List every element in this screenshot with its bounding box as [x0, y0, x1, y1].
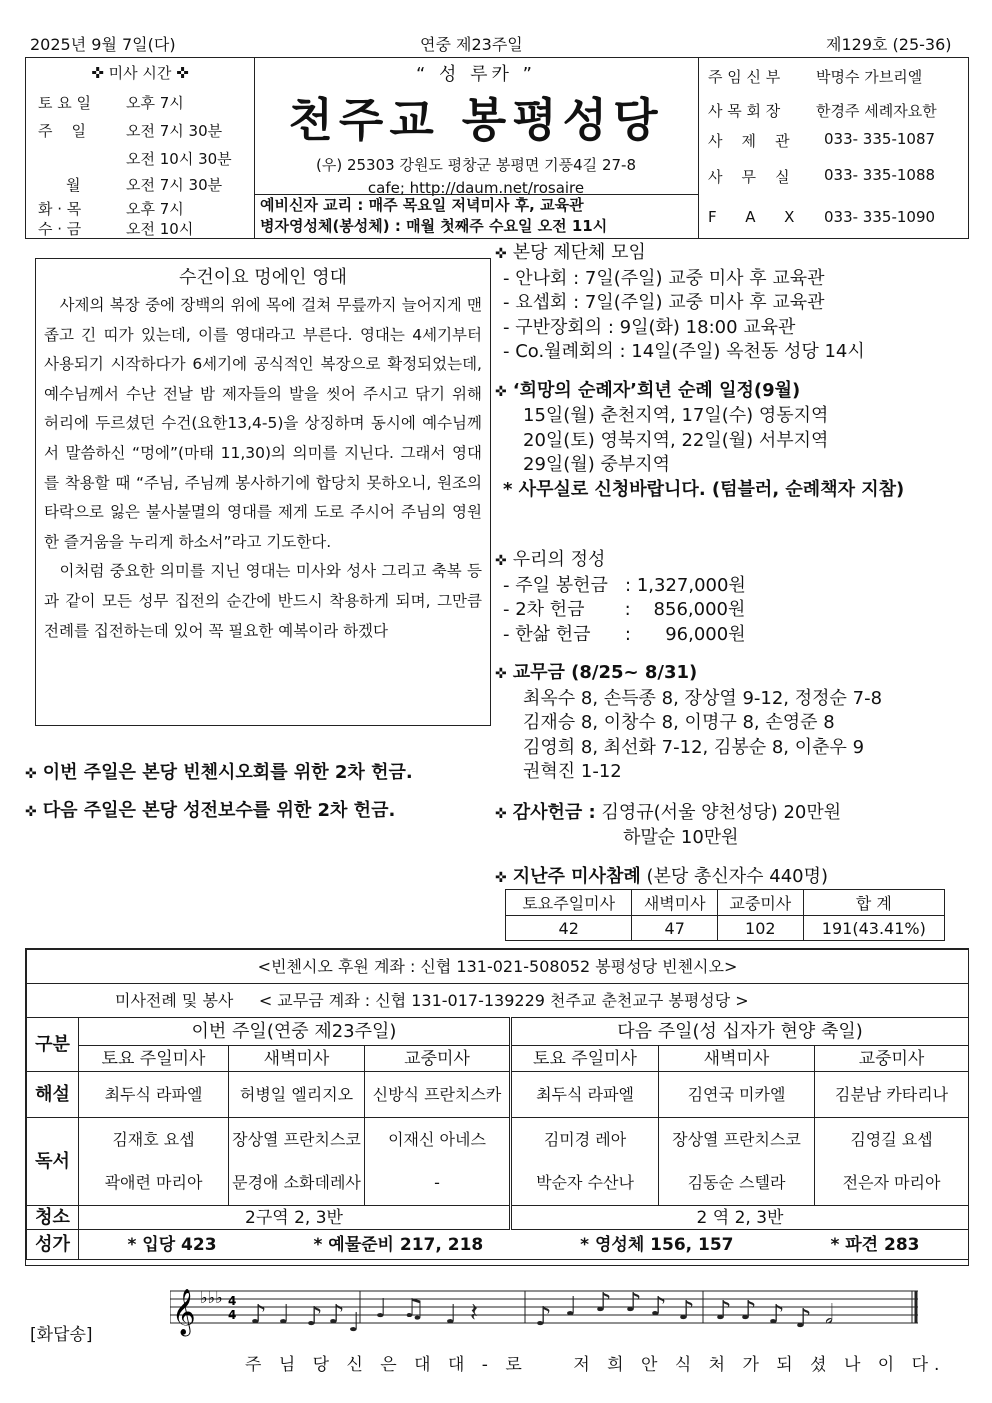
commentator: 김연국 미카엘 — [659, 1072, 815, 1118]
article-paragraph: 사제의 복장 중에 장백의 위에 목에 걸쳐 무릎까지 늘어지게 맨 좁고 긴 띠가 있는데, 이를 영대라고 부른다. 영대는 4세기부터 사용되기 시작하다가 6세기에 공식적인 복장으로 확정되었는데, 예수님께서 수난 전날 밤 제자들의 발을 씻어 주시고 닦기 위해 허리에 두르셨던 수건(요한13,4-5)을 상징하며 동시에 예수님께서 말씀하신 “멍에”(마태 11,30)의 의미를 지닌다. 그래서 영대를 착용할 때 “주님, 주님께 봉사하기에 합당치 못하오니, 원조의 타락으로 잃은 불사불멸의 영대를 제게 도로 주시어 주님의 영원한 즐거움을 누리게 하소서”라고 기도한다. — [44, 296, 482, 551]
mass-header: 새벽미사 — [659, 1046, 815, 1072]
article-paragraph: 이처럼 중요한 의미를 지닌 영대는 미사와 성사 그리고 축복 등과 같이 모든 성무 집전의 순간에 반드시 착용하게 되며, 그만큼 전례를 집전하는데 있어 꼭 필요한 예복이라 하겠다 — [44, 562, 482, 640]
reader: 김재호 요셉 — [79, 1118, 229, 1162]
contact-value: 033- 335-1087 — [824, 130, 936, 148]
svg-text:♪: ♪ — [328, 1300, 345, 1330]
masthead-notices — [254, 194, 698, 240]
parish-name: 천주교 봉평성당 — [288, 93, 664, 147]
svg-text:♪: ♪ — [250, 1300, 267, 1330]
pilgrimage-note: * 사무실로 신청바랍니다. (텀블러, 순례책자 지참) — [503, 478, 905, 500]
attendance-value: 47 — [632, 916, 718, 941]
mass-day: 월 — [66, 176, 81, 194]
meeting-item: - 구반장회의 : 9일(화) 18:00 교육관 — [503, 316, 796, 338]
commentator: 허병일 엘리지오 — [229, 1072, 365, 1118]
svg-text:♪: ♪ — [535, 1302, 552, 1332]
offering-item: - 주일 봉헌금 : 1,327,000원 — [503, 574, 746, 596]
reader: 김미경 레아 — [511, 1118, 659, 1162]
mass-time: 오후 7시 — [126, 200, 184, 218]
bullet-icon: ✜ — [495, 246, 507, 262]
psalm-music-staff — [170, 1277, 920, 1347]
article-body — [44, 291, 482, 646]
mass-day: 토 요 일 — [38, 94, 92, 112]
treble-clef-icon: 𝄞 — [172, 1289, 196, 1335]
svg-text:4: 4 — [228, 1308, 237, 1322]
hymn-offertory: * 예물준비 217, 218 — [313, 1234, 484, 1255]
mass-time: 오전 10시 — [126, 220, 194, 238]
bullet-icon: ✜ — [495, 805, 507, 822]
mass-time: 오후 7시 — [126, 94, 184, 112]
masthead-box — [25, 57, 969, 239]
flat-signs-icon: ♭♭♭ — [200, 1288, 223, 1307]
catechumen-notice: 예비신자 교리 : 매주 목요일 저녁미사 후, 교육관 — [260, 196, 584, 214]
attendance-header: 교중미사 — [718, 890, 804, 916]
cleaning-this-week: 2구역 2, 3반 — [79, 1206, 511, 1230]
mass-day: 수 · 금 — [38, 220, 82, 238]
mass-header: 교중미사 — [365, 1046, 511, 1072]
reader: 이재신 아네스 — [365, 1118, 511, 1162]
diocese-fund-line: 김영희 8, 최선화 7-12, 김봉순 8, 이춘우 9 — [523, 736, 865, 758]
article-box — [35, 258, 491, 726]
pilgrimage-item: 20일(토) 영북지역, 22일(월) 서부지역 — [523, 429, 829, 451]
contact-label: 사 제 관 — [708, 132, 790, 150]
mass-header: 토요 주일미사 — [79, 1046, 229, 1072]
thanks-offering: ✜ 감사헌금 : 김영규(서울 양천성당) 20만원 — [495, 801, 842, 823]
attendance-header: 합 계 — [803, 890, 944, 916]
commentary-label: 해설 — [27, 1072, 79, 1118]
meeting-item: - Co.월례회의 : 14일(주일) 옥천동 성당 14시 — [503, 341, 865, 362]
attendance-title: ✜ 지난주 미사참례 (본당 총신자수 440명) — [495, 865, 829, 887]
hymn-entrance: * 입당 423 — [127, 1234, 217, 1255]
reader: 장상열 프란치스코 — [229, 1118, 365, 1162]
svg-text:♩: ♩ — [278, 1300, 291, 1330]
svg-text:♫: ♫ — [402, 1294, 426, 1324]
attendance-header: 토요주일미사 — [506, 890, 632, 916]
mass-time: 오전 7시 30분 — [126, 122, 223, 140]
reader: - — [365, 1162, 511, 1206]
reader: 김영길 요셉 — [815, 1118, 969, 1162]
bullet-icon: ✜ — [495, 666, 507, 682]
reader: 장상열 프란치스코 — [659, 1118, 815, 1162]
diocese-fund-title: ✜ 교무금 (8/25~ 8/31) — [495, 662, 698, 683]
next-week-header: 다음 주일(성 십자가 현양 축일) — [511, 1018, 969, 1046]
attendance-header: 새벽미사 — [632, 890, 718, 916]
diocese-fund-line: 김재승 8, 이창수 8, 이명구 8, 손영준 8 — [523, 712, 835, 733]
svg-text:♪: ♪ — [740, 1296, 757, 1326]
meeting-item: - 요셉회 : 7일(주일) 교중 미사 후 교육관 — [503, 292, 825, 313]
service-schedule-table — [26, 949, 969, 1260]
bullet-icon: ✜ — [495, 869, 507, 886]
patron-saint: “ 성 루카 ” — [416, 64, 536, 85]
hymn-label: 성가 — [27, 1230, 79, 1260]
offering-item: - 한삶 헌금 : 96,000원 — [503, 623, 746, 645]
svg-text:♪: ♪ — [625, 1288, 642, 1318]
reader: 박순자 수산나 — [511, 1162, 659, 1206]
liturgical-week: 연중 제23주일 — [420, 35, 523, 54]
mass-day: 화 · 목 — [38, 200, 82, 218]
hymn-communion: * 영성체 156, 157 — [580, 1234, 734, 1255]
thanks-line: 하말순 10만원 — [623, 827, 739, 848]
attendance-value: 102 — [718, 916, 804, 941]
commentator: 최두식 라파엘 — [79, 1072, 229, 1118]
commentator: 신방식 프란치스카 — [365, 1072, 511, 1118]
svg-text:♪: ♪ — [595, 1288, 612, 1318]
cleaning-label: 청소 — [27, 1206, 79, 1230]
bulletin-date: 2025년 9월 7일(다) — [30, 35, 176, 54]
parish-cafe-url: cafe; http://daum.net/rosaire — [367, 179, 585, 197]
pilgrimage-item: 29일(월) 중부지역 — [523, 454, 670, 475]
notice-second-collection-2: ✜ 다음 주일은 본당 성전보수를 위한 2차 헌금. — [25, 800, 396, 821]
liturgy-label: 미사전례 및 봉사 — [115, 990, 234, 1010]
vincent-account: <빈첸시오 후원 계좌 : 신협 131-021-508052 봉평성당 빈첸시오> — [27, 950, 969, 984]
meeting-item: - 안나회 : 7일(주일) 교중 미사 후 교육관 — [503, 267, 825, 289]
issue-number: 제129호 (25-36) — [826, 35, 952, 54]
reader: 문경애 소화데레사 — [229, 1162, 365, 1206]
attendance-value: 191(43.41%) — [803, 916, 944, 941]
svg-text:𝄽: 𝄽 — [470, 1298, 478, 1328]
masthead-center — [254, 60, 698, 197]
category-header: 구분 — [27, 1018, 79, 1072]
diocese-fund-line: 권혁진 1-12 — [523, 761, 622, 782]
offering-item: - 2차 헌금 : 856,000원 — [503, 599, 746, 620]
fund-account: < 교무금 계좌 : 신협 131-017-139229 천주교 춘천교구 봉평성당 > — [258, 990, 749, 1010]
reader: 곽애련 마리아 — [79, 1162, 229, 1206]
right-column — [495, 241, 965, 890]
svg-text:♩: ♩ — [375, 1294, 388, 1324]
contact-label: 사 목 회 장 — [708, 102, 781, 120]
contact-label: 사 무 실 — [708, 168, 790, 186]
offerings-title: ✜ 우리의 정성 — [495, 549, 606, 570]
cleaning-next-week: 2 역 2, 3반 — [511, 1206, 969, 1230]
svg-text:♩: ♩ — [445, 1300, 458, 1330]
mass-times-title: ✜ 미사 시간 ✜ — [91, 64, 189, 82]
mass-header: 교중미사 — [815, 1046, 969, 1072]
bullet-icon: ✜ — [495, 383, 507, 400]
bullet-icon: ✜ — [25, 804, 37, 820]
svg-text:♪: ♪ — [306, 1302, 323, 1332]
hymn-dismissal: * 파견 283 — [830, 1234, 920, 1255]
reader: 김동순 스텔라 — [659, 1162, 815, 1206]
contact-value: 033- 335-1090 — [824, 208, 936, 226]
mass-day: 주 일 — [38, 122, 87, 140]
reading-label: 독서 — [27, 1118, 79, 1206]
notice-second-collection-1: ✜ 이번 주일은 본당 빈첸시오회를 위한 2차 헌금. — [25, 762, 413, 783]
mass-time: 오전 10시 30분 — [126, 150, 232, 168]
this-week-header: 이번 주일(연중 제23주일) — [79, 1018, 511, 1046]
attendance-table — [505, 889, 945, 941]
svg-text:♪: ♪ — [795, 1304, 812, 1334]
contact-value: 박명수 가브리엘 — [816, 68, 923, 86]
svg-text:♪: ♪ — [715, 1296, 732, 1326]
svg-text:♩: ♩ — [348, 1308, 361, 1338]
contact-label: 주 임 신 부 — [708, 68, 781, 86]
attendance-value: 42 — [506, 916, 632, 941]
psalm-label: [화답송] — [30, 1325, 93, 1345]
contact-value: 033- 335-1088 — [824, 166, 936, 184]
svg-text:♪: ♪ — [768, 1300, 785, 1330]
contact-value: 한경주 세례자요한 — [816, 102, 937, 120]
mass-header: 새벽미사 — [229, 1046, 365, 1072]
svg-text:♩: ♩ — [565, 1292, 578, 1322]
service-schedule — [25, 948, 969, 1266]
svg-text:𝅗𝅥: 𝅗𝅥 — [825, 1300, 834, 1330]
article-title: 수건이요 멍에인 영대 — [179, 267, 347, 288]
mass-header: 토요 주일미사 — [511, 1046, 659, 1072]
contact-label: F A X — [708, 208, 795, 226]
commentator: 최두식 라파엘 — [511, 1072, 659, 1118]
mass-time: 오전 7시 30분 — [126, 176, 223, 194]
svg-text:♪: ♪ — [650, 1292, 667, 1322]
parish-address: (우) 25303 강원도 평창군 봉평면 기풍4길 27-8 — [316, 156, 636, 174]
hymn-row — [79, 1230, 969, 1260]
bullet-icon: ✜ — [495, 553, 507, 569]
sick-communion-notice: 병자영성체(봉성체) : 매월 첫째주 수요일 오전 11시 — [260, 217, 608, 235]
commentator: 김분남 카타리나 — [815, 1072, 969, 1118]
psalm-lyrics: 주 님 당 신 은 대 대 - 로 저 희 안 식 처 가 되 셨 나 이 다. — [245, 1355, 946, 1375]
pilgrimage-item: 15일(월) 춘천지역, 17일(수) 영동지역 — [523, 405, 829, 426]
svg-text:♪: ♪ — [678, 1296, 695, 1326]
diocese-fund-line: 최옥수 8, 손득종 8, 장상열 9-12, 정정순 7-8 — [523, 687, 883, 709]
reader: 전은자 마리아 — [815, 1162, 969, 1206]
meetings-title: ✜ 본당 제단체 모임 — [495, 242, 646, 263]
svg-text:4: 4 — [228, 1294, 237, 1308]
bullet-icon: ✜ — [25, 766, 37, 782]
pilgrimage-title: ✜ ‘희망의 순례자’희년 순례 일정(9월) — [495, 379, 801, 401]
liturgy-header-row — [27, 984, 969, 1018]
